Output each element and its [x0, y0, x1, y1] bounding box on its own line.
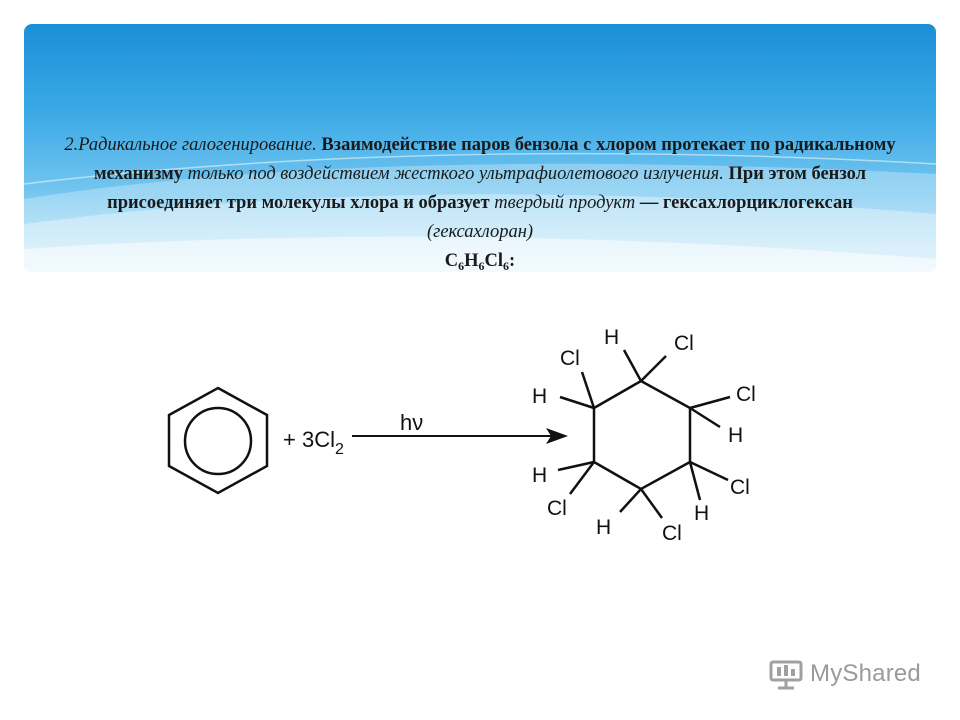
atom-label: Cl — [674, 332, 694, 355]
atom-label: Cl — [662, 522, 682, 545]
text-segment-italic: только под воздействием жесткого ультрафиолетового излучения. — [187, 164, 724, 184]
text-segment: Взаимодействие паров бензола с хлором протекает по радикальному механизму — [93, 135, 896, 184]
atom-label: Cl — [547, 497, 567, 520]
atom-label: H — [596, 516, 612, 539]
atom-label: H — [694, 502, 710, 525]
benzene-ring — [169, 388, 267, 493]
text-segment-italic: твердый продукт — [494, 193, 636, 213]
presentation-logo-icon — [768, 658, 804, 690]
text-segment: При этом бензол присоединяет три молекулы хлора и образует — [107, 164, 867, 213]
formula: $C_6H_6Cl_6$: — [444, 251, 516, 273]
atom-label: Cl — [736, 383, 756, 406]
atom-label: H — [728, 424, 744, 447]
atom-label: Cl — [730, 476, 750, 499]
watermark-text: MyShared — [810, 660, 921, 687]
text-segment-italic: (гексахлоран) — [426, 222, 534, 242]
paragraph-heading: 2.Радикальное галогенирование. — [64, 135, 317, 155]
atom-label: H — [532, 385, 548, 408]
condition-label: hν — [400, 410, 424, 435]
reaction-arrow — [352, 428, 568, 444]
text-segment: — гексахлорциклогексан — [635, 193, 853, 213]
atom-label: H — [604, 326, 620, 349]
atom-label: Cl — [560, 347, 580, 370]
product-ring — [558, 350, 730, 518]
watermark — [768, 656, 921, 692]
atom-label: H — [532, 464, 548, 487]
reagent-label: + $3Cl_2$ — [283, 427, 344, 458]
